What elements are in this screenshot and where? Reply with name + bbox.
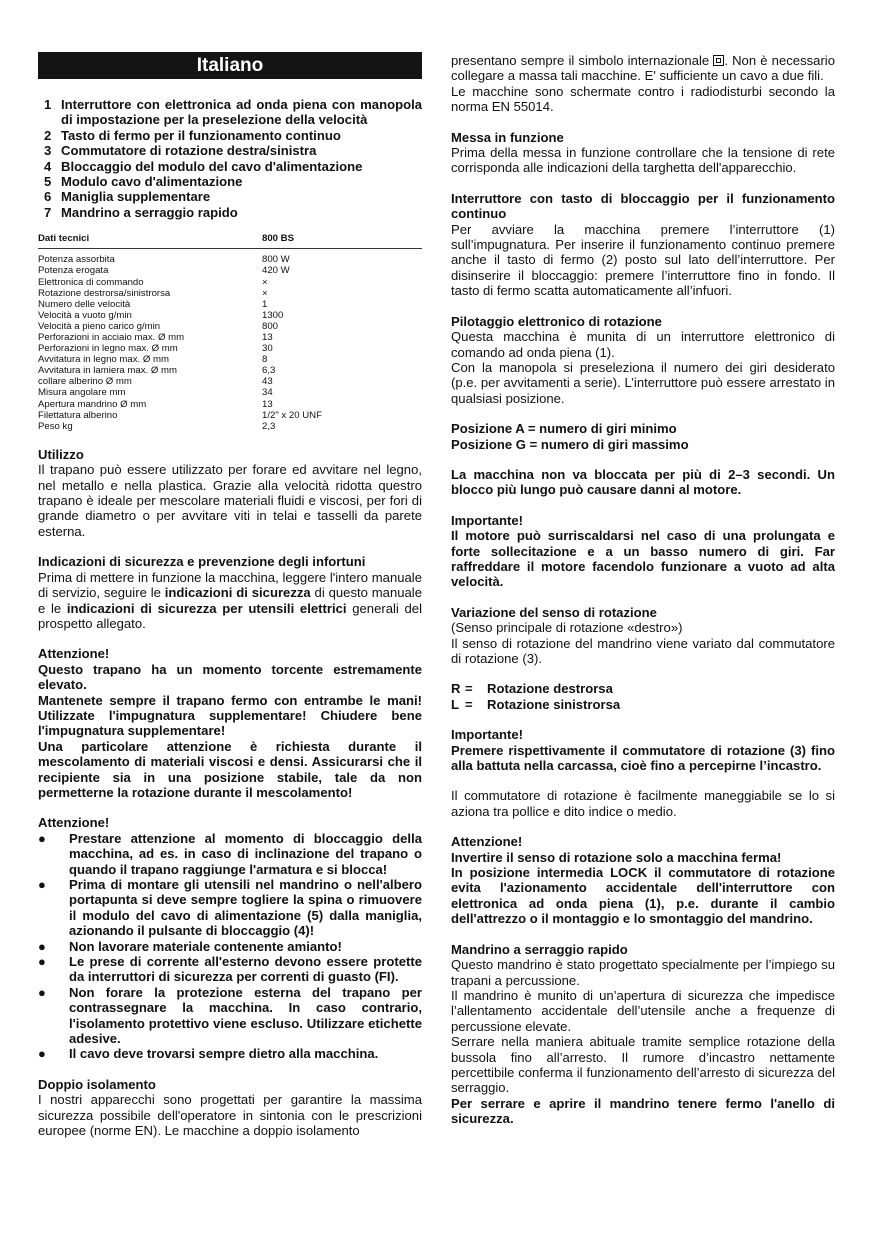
spec-value: 13: [262, 332, 273, 343]
spec-value: 8: [262, 354, 268, 366]
specs-table: [38, 233, 422, 432]
list-item: [44, 205, 422, 220]
attenzione-p2: Mantenete sempre il trapano fermo con entrambe le mani! Utilizzate l'impugnatura supplementare! Chiudere bene l'impugnatura supplementare!: [38, 692, 422, 739]
table-row: [38, 410, 422, 421]
importante2-note: Il commutatore di rotazione è facilmente maneggiabile se lo si aziona tra pollice e dito indice o medio.: [451, 788, 835, 819]
double-insulation-icon: [713, 55, 724, 66]
spec-value: 800 W: [262, 254, 290, 266]
item-text: Bloccaggio del modulo del cavo d'alimentazione: [61, 158, 363, 174]
specs-header: [38, 233, 422, 249]
item-text: Maniglia supplementare: [61, 189, 211, 205]
spec-value: 800: [262, 320, 279, 332]
item-number: 3: [44, 143, 52, 159]
spec-label: collare alberino Ø mm: [38, 376, 132, 388]
pilotaggio-title: Pilotaggio elettronico di rotazione: [451, 313, 662, 329]
mandrino-p4: Per serrare e aprire il mandrino tenere fermo l'anello di sicurezza.: [451, 1095, 835, 1127]
item-text: Tasto di fermo per il funzionamento continuo: [61, 127, 341, 143]
table-row: [38, 321, 422, 332]
spec-value: 420 W: [262, 265, 290, 277]
importante-body: Il motore può surriscaldarsi nel caso di una prolungata e forte sollecitazione e a un basso numero di giri. Far raffreddare il motore facendolo funzionare a vuoto ad alta velocità.: [451, 528, 835, 590]
table-row: [38, 265, 422, 276]
item-text: Commutatore di rotazione destra/sinistra: [61, 143, 317, 159]
table-row: [38, 399, 422, 410]
warning-list: [38, 831, 422, 1062]
bullet-icon: ●: [38, 830, 46, 846]
table-row: [38, 343, 422, 354]
item-number: 6: [44, 189, 52, 205]
table-row: [38, 354, 422, 365]
spec-label: Perforazioni in acciaio max. Ø mm: [38, 332, 185, 343]
doppio-cont: presentano sempre il simbolo internazionale . Non è necessario collegare a massa tali macchine. E' sufficiente un cavo a due fili.: [451, 53, 835, 84]
importante-title: Importante!: [451, 512, 524, 528]
list-item: ● Non forare la protezione esterna del trapano per contrassegnare la macchina. In caso contrario, l'isolamento protettivo viene escluso. Utilizzare etichette adesive.: [38, 984, 422, 1047]
table-row: [38, 365, 422, 376]
spec-value: 43: [262, 376, 273, 388]
list-item: [44, 159, 422, 174]
spec-value: ×: [262, 287, 268, 299]
bullet-icon: ●: [38, 954, 46, 970]
spec-value: 1: [262, 298, 268, 310]
spec-value: 1300: [262, 309, 284, 321]
rotation-right: R = Rotazione destrorsa: [451, 681, 613, 697]
attenzione3-p2: In posizione intermedia LOCK il commutatore di rotazione evita l'azionamento accidentale dell'interruttore con elettronica ad onda piena (1), p.e. durante il cambio dell'attrezzo o il montaggio e lo smontaggio del mandrino.: [451, 865, 835, 927]
mandrino-title: Mandrino a serraggio rapido: [451, 941, 628, 957]
list-item: ● Prestare attenzione al momento di bloccaggio della macchina, ad es. in caso di inclinazione del trapano o quando il trapano raggiunge l'armatura e si blocca!: [38, 830, 422, 877]
bullet-icon: ●: [38, 1046, 46, 1062]
rotation-left: L = Rotazione sinistrorsa: [451, 696, 621, 712]
list-item: [44, 189, 422, 204]
spec-value: 13: [262, 398, 273, 410]
table-row: [38, 254, 422, 265]
variazione-p2: Il senso di rotazione del mandrino viene variato dal commutatore di rotazione (3).: [451, 635, 835, 666]
table-row: [38, 387, 422, 398]
list-item: ● Prima di montare gli utensili nel mandrino o nell'albero portapunta si deve sempre togliere la spina o rimuovere il modulo del cavo di alimentazione (5) dalla maniglia, azionando il pulsante di bloccaggio (4)!: [38, 877, 422, 939]
spec-label: Rotazione destrorsa/sinistrorsa: [38, 287, 171, 299]
posizione-g: Posizione G = numero di giri massimo: [451, 436, 689, 452]
table-row: [38, 376, 422, 387]
pilotaggio-p2: Con la manopola si preseleziona il numero dei giri desiderato (p.e. per avvitamenti a serie). L’interruttore può essere arrestato in qualsiasi posizione.: [451, 359, 835, 406]
interruttore-body: Per avviare la macchina premere l’interruttore (1) sull’impugnatura. Per inserire il funzionamento continuo premere anche il tasto di fermo (2) posto sul lato dell’interruttore. Per disinserire il bloccaggio: premere l’interruttore fino in fondo. Il tasto di fermo scatta automaticamente all’infuori.: [451, 221, 835, 299]
attenzione-p3: Una particolare attenzione è richiesta durante il mescolamento di materiali viscosi e densi. Assicurarsi che il recipiente sia in una posizione stabile, tale da non permetterne la rotazione durante il mescolamento!: [38, 738, 422, 800]
messa-body: Prima della messa in funzione controllare che la tensione di rete corrisponda alle indicazioni della targhetta dell'apparecchio.: [451, 145, 835, 176]
list-item: [44, 174, 422, 189]
table-row: [38, 299, 422, 310]
spec-label: Peso kg: [38, 420, 73, 432]
doppio-title: Doppio isolamento: [38, 1076, 156, 1092]
spec-label: Apertura mandrino Ø mm: [38, 398, 147, 410]
spec-label: Velocità a pieno carico g/min: [38, 320, 161, 332]
table-row: [38, 332, 422, 343]
item-number: 1: [44, 97, 52, 112]
list-item: ● Le prese di corrente all'esterno devono essere protette da interruttori di sicurezza per correnti di guasto (FI).: [38, 954, 422, 985]
spec-label: Numero delle velocità: [38, 298, 131, 310]
spec-value: 34: [262, 387, 273, 399]
attenzione-p1: Questo trapano ha un momento torcente estremamente elevato.: [38, 661, 422, 693]
utilizzo-body: Il trapano può essere utilizzato per forare ed avvitare nel legno, nel metallo e nella plastica. Grazie alla velocità ridotta questro trapano è ideale per mescolare materiali fluidi e viscosi, per fori di grande diametro o per avvitare viti in telai e tasselli da parete esterna.: [38, 462, 422, 539]
spec-label: Avvitatura in lamiera max. Ø mm: [38, 365, 177, 377]
pilotaggio-p1: Questa macchina è munita di un interruttore elettronico di comando ad onda piena (1).: [451, 329, 835, 360]
spec-value: ×: [262, 276, 268, 288]
item-number: 5: [44, 174, 52, 190]
utilizzo-title: Utilizzo: [38, 446, 84, 462]
spec-label: Filettatura alberino: [38, 409, 118, 421]
item-text: Modulo cavo d'alimentazione: [61, 174, 243, 190]
list-item: [44, 97, 422, 128]
attenzione3-p1: Invertire il senso di rotazione solo a macchina ferma!: [451, 849, 782, 865]
mandrino-p3: Serrare nella maniera abituale tramite semplice rotazione della bussola fino all’arresto. Il rumore d’incastro nettamente percettibile conferma il funzionamento dell’arresto di sicurezza del serraggio.: [451, 1034, 835, 1096]
variazione-title: Variazione del senso di rotazione: [451, 604, 657, 620]
importante2-body: Premere rispettivamente il commutatore di rotazione (3) fino alla battuta nella carcassa, cioè fino a percepirne l’incastro.: [451, 742, 835, 774]
bullet-icon: ●: [38, 877, 46, 892]
item-text: Interruttore con elettronica ad onda piena con manopola di impostazione per la preselezione della velocità: [61, 97, 422, 128]
spec-label: Avvitatura in legno max. Ø mm: [38, 354, 169, 366]
sicurezza-body: Prima di mettere in funzione la macchina, leggere l'intero manuale di servizio, seguire le indicazioni di sicurezza di questo manuale e le indicazioni di sicurezza per utensili elettrici generali del prospetto allegato.: [38, 569, 423, 631]
attenzione2-title: Attenzione!: [38, 815, 110, 831]
doppio-body: I nostri apparecchi sono progettati per garantire la massima sicurezza possibile dell'operatore in sintonia con le prescrizioni europee (norme EN). Le macchine a doppio isolamento: [38, 1092, 422, 1139]
spec-value: 2,3: [262, 420, 276, 432]
blocco-warning: La macchina non va bloccata per più di 2–3 secondi. Un blocco più lungo può causare danni al motore.: [451, 466, 835, 498]
table-row: [38, 421, 422, 432]
list-item: [44, 143, 422, 158]
spec-value: 30: [262, 343, 273, 355]
spec-label: Potenza assorbita: [38, 254, 115, 266]
attenzione3-title: Attenzione!: [451, 834, 523, 850]
spec-label: Velocità a vuoto g/min: [38, 309, 132, 321]
variazione-p1: (Senso principale di rotazione «destro»): [451, 620, 683, 636]
doppio-cont-2: Le macchine sono schermate contro i radiodisturbi secondo la norma EN 55014.: [451, 83, 835, 115]
list-item: [44, 128, 422, 143]
specs-rows: [38, 254, 422, 432]
bullet-icon: ●: [38, 984, 46, 1000]
sicurezza-title: Indicazioni di sicurezza e prevenzione degli infortuni: [38, 554, 366, 570]
spec-label: Potenza erogata: [38, 265, 109, 277]
table-row: [38, 310, 422, 321]
table-row: [38, 277, 422, 288]
item-text: Mandrino a serraggio rapido: [61, 204, 238, 220]
interruttore-title: Interruttore con tasto di bloccaggio per il funzionamento continuo: [451, 190, 835, 222]
left-column: [38, 52, 422, 1139]
specs-header-label: Dati tecnici: [38, 233, 90, 245]
spec-value: 6,3: [262, 365, 276, 377]
messa-title: Messa in funzione: [451, 129, 564, 145]
list-item: ● Il cavo deve trovarsi sempre dietro alla macchina.: [38, 1046, 379, 1062]
spec-label: Misura angolare mm: [38, 387, 126, 399]
item-number: 7: [44, 204, 52, 220]
parts-list: [44, 97, 422, 220]
right-column: [451, 53, 835, 1127]
item-number: 2: [44, 127, 52, 143]
mandrino-p1: Questo mandrino è stato progettato specialmente per l’impiego su trapani a percussione.: [451, 957, 835, 988]
spec-label: Perforazioni in legno max. Ø mm: [38, 343, 178, 355]
spec-value: 1/2" x 20 UNF: [262, 409, 322, 421]
item-number: 4: [44, 158, 52, 174]
specs-header-model: 800 BS: [262, 233, 294, 245]
bullet-icon: ●: [38, 938, 46, 954]
importante2-title: Importante!: [451, 727, 524, 743]
posizione-a: Posizione A = numero di giri minimo: [451, 421, 677, 437]
table-row: [38, 288, 422, 299]
page-title: Italiano: [38, 52, 422, 79]
mandrino-p2: Il mandrino è munito di un’apertura di sicurezza che impedisce l’allentamento accidentale dell’utensile anche a frequenze di percussione elevate.: [451, 987, 835, 1034]
attenzione-title: Attenzione!: [38, 646, 110, 662]
spec-label: Elettronica di commando: [38, 276, 144, 288]
list-item: ● Non lavorare materiale contenente amianto!: [38, 938, 342, 954]
